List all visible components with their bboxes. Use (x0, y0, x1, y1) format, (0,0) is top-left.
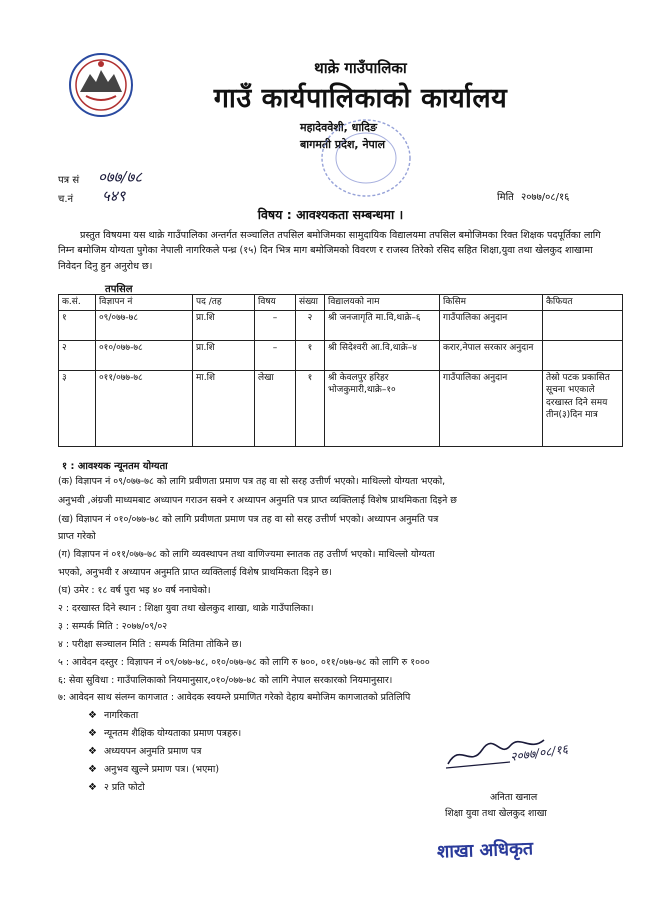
table-cell: तेस्रो पटक प्रकासित सूचना भएकाले दरखास्त दिने समय तीन(३)दिन मात्र (543, 370, 623, 446)
letter-subject: विषय : आवश्यकता सम्बन्धमा । (257, 207, 404, 222)
date-label: मिति (497, 192, 514, 203)
document-item-label: अनुभव खुल्ने प्रमाण पत्र। (भएमा) (104, 764, 219, 775)
municipality-name: थाक्रे गाउँपालिका (314, 59, 407, 77)
diamond-bullet-icon: ❖ (88, 728, 97, 739)
table-cell: १ (59, 310, 96, 340)
table-cell: – (255, 310, 296, 340)
diamond-bullet-icon: ❖ (88, 782, 97, 793)
table-cell: लेखा (255, 370, 296, 446)
table-cell: १ (296, 340, 325, 370)
qualification-line: (ग) विज्ञापन नं ०११/०७७-७८ को लागि व्यवस्थापन तथा वाणिज्यमा स्नातक तह उत्तीर्ण भएको। माथिल्लो योग्यता (58, 549, 435, 560)
vacancy-table (58, 294, 623, 447)
table-cell: करार,नेपाल सरकार अनुदान (440, 340, 543, 370)
document-item-label: नागरिकता (104, 710, 139, 721)
document-item-label: न्यूनतम शैक्षिक योग्यताका प्रमाण पत्रहरु। (104, 728, 242, 739)
table-cell: श्री जनजागृति मा.वि,थाक्रे–६ (325, 310, 440, 340)
officer-stamp: शाखा अधिकृत (436, 838, 534, 863)
note-line: २ : दरखास्त दिने स्थान : शिक्षा युवा तथा खेलकुद शाखा, थाक्रे गाउँपालिका। (58, 603, 314, 614)
table-row (59, 340, 623, 370)
diamond-bullet-icon: ❖ (88, 746, 97, 757)
table-cell: श्री सिदेश्वरी आ.वि,थाक्रे–४ (325, 340, 440, 370)
table-cell: प्रा.शि (193, 340, 255, 370)
table-cell: – (255, 340, 296, 370)
intro-paragraph: प्रस्तुत विषयमा यस थाक्रे गाउँपालिका अन्तर्गत सञ्चालित तपसिल बमोजिमका सामुदायिक विद्यालयमा तपसिल बमोजिमका रिक्त शिक्षक पदपूर्तिका लागि निम्न बमोजिम योग्यता पुगेका नेपाली नागरिकले पन्ध्र (१५) दिन भित्र माग बमोजिमको विवरण र राजस्व तिरेको रसिद सहित शिक्षा,युवा तथा खेलकुद शाखामा निवेदन दिनु हुन अनुरोध छ। (58, 230, 601, 272)
table-cell: ३ (59, 370, 96, 446)
col-header: विज्ञापन नं (96, 295, 193, 311)
table-cell: गाउँपालिका अनुदान (440, 370, 543, 446)
note-line: ६: सेवा सुविधा : गाउँपालिकाको नियमानुसार,०१०/०७७-७८ को लागि नेपाल सरकारको नियमानुसार। (58, 675, 393, 686)
col-header: पद /तह (193, 295, 255, 311)
qualification-title: १ : आवश्यक न्यूनतम योग्यता (62, 461, 168, 472)
qualification-line: भएको, अनुभवी र अध्यापन अनुमति प्राप्त व्यक्तिलाई विशेष प्राथमिकता दिइने छ। (58, 567, 332, 578)
list-item (88, 780, 145, 793)
table-cell (543, 310, 623, 340)
date-value: २०७७/०८/१६ (521, 192, 570, 203)
chalani-value: ५४९ (102, 187, 126, 205)
address-line-2: बागमती प्रदेश, नेपाल (300, 138, 386, 151)
table-cell: २ (59, 340, 96, 370)
table-cell: श्री केवलपुर हरिहर भोजकुमारी,थाक्रे–१० (325, 370, 440, 446)
table-cell (543, 340, 623, 370)
note-line: ५ : आवेदन दस्तुर : विज्ञापन नं ०९/०७७-७८, ०१०/०७७-७८ को लागि रु ७००, ०११/०७७-७८ को लागि रु १००० (58, 657, 430, 668)
table-cell: मा.शि (193, 370, 255, 446)
table-cell: २ (296, 310, 325, 340)
note-line: ७: आवेदन साथ संलग्न कागजात : आवेदक स्वयम्ले प्रमाणित गरेको देहाय बमोजिम कागजातको प्रतिलिपि (58, 692, 411, 703)
note-line: ३ : सम्पर्क मिति : २०७७/०९/०२ (58, 621, 168, 632)
list-item (88, 744, 201, 757)
office-title: गाउँ कार्यपालिकाको कार्यालय (213, 83, 508, 114)
list-item (88, 762, 219, 775)
col-header: किसिम (440, 295, 543, 311)
table-header-row (59, 295, 623, 311)
table-cell: प्रा.शि (193, 310, 255, 340)
col-header: संख्या (296, 295, 325, 311)
list-item (88, 726, 241, 739)
office-stamp-icon (318, 116, 414, 200)
qualification-line: प्राप्त गरेको (58, 531, 96, 542)
col-header: क.सं. (59, 295, 96, 311)
document-item-label: अध्ययपन अनुमति प्रमाण पत्र (104, 746, 202, 757)
table-row (59, 310, 623, 340)
list-item (88, 708, 138, 721)
qualification-line: अनुभवी ,अंग्रजी माध्यमबाट अध्यापन गराउन सक्ने र अध्यापन अनुमति पत्र प्राप्त व्यक्तिलाई विशेष प्राथमिकता दिइने छ (58, 495, 457, 506)
qualification-line: (घ) उमेर : १८ वर्ष पुरा भइ ४० वर्ष ननाघेको। (58, 585, 211, 596)
qualification-line: (क) विज्ञापन नं ०९/०७७-७८ को लागि प्रवीणता प्रमाण पत्र तह वा सो सरह उत्तीर्ण भएको। माथिल्लो योग्यता भएको, (58, 476, 446, 487)
tapsil-label: तपसिल (105, 284, 133, 295)
col-header: कैफियत (543, 295, 623, 311)
table-cell: ०१०/०७७-७८ (96, 340, 193, 370)
patra-label: पत्र सं (58, 175, 80, 186)
document-item-label: २ प्रति फोटो (104, 782, 145, 793)
table-cell: ०९/०७७-७८ (96, 310, 193, 340)
diamond-bullet-icon: ❖ (88, 710, 97, 721)
table-cell: ०११/०७७-७८ (96, 370, 193, 446)
qualification-line: (ख) विज्ञापन नं ०१०/०७७-७८ को लागि प्रवीणता प्रमाण पत्र तह वा सो सरह उत्तीर्ण भएको। अध्यापन अनुमति पत्र (58, 514, 439, 525)
col-header: विषय (255, 295, 296, 311)
note-line: ४ : परीक्षा सञ्चालन मिति : सम्पर्क मितिमा तोकिने छ। (58, 639, 242, 650)
table-cell: गाउँपालिका अनुदान (440, 310, 543, 340)
patra-value: ०७७/७८ (98, 168, 143, 186)
table-cell: १ (296, 370, 325, 446)
signer-name: अनिता खनाल (490, 792, 538, 803)
col-header: विद्यालयको नाम (325, 295, 440, 311)
handwritten-date: २०७७/०८/१६ (509, 742, 569, 764)
table-row (59, 370, 623, 446)
signer-designation: शिक्षा युवा तथा खेलकुद शाखा (445, 808, 547, 819)
diamond-bullet-icon: ❖ (88, 764, 97, 775)
address-line-1: महादेववेशी, धादिङ (300, 121, 377, 134)
chalani-label: च.नं (58, 194, 74, 205)
